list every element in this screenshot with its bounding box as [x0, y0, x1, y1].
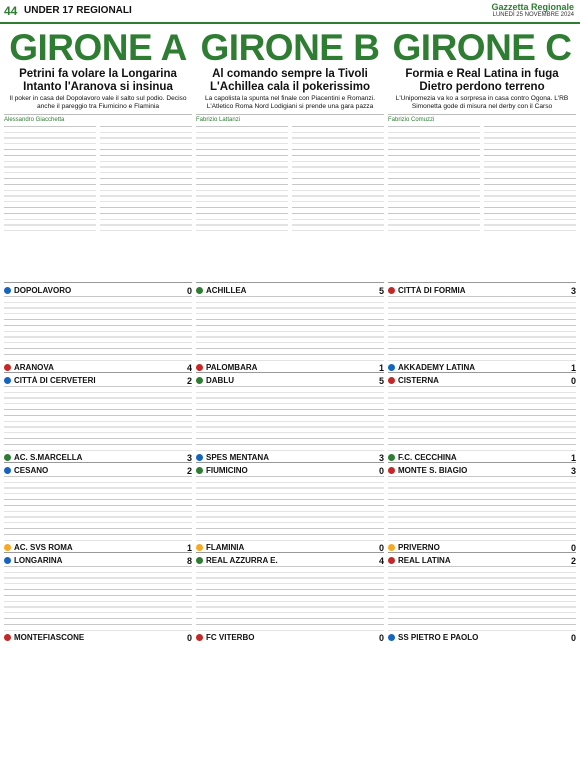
- lineup-text: [196, 566, 384, 632]
- text-filler: [100, 126, 192, 232]
- girone-title: GIRONE B: [200, 30, 380, 66]
- away-team: F.C. CECCHINA: [398, 453, 457, 462]
- match-box: [4, 462, 192, 552]
- match-box: [388, 462, 576, 552]
- away-score: 4: [186, 362, 192, 372]
- match-list: [4, 282, 192, 642]
- home-team: CITTÀ DI CERVETERI: [14, 376, 96, 385]
- away-team: ARANOVA: [14, 363, 54, 372]
- away-team: SPES MENTANA: [206, 453, 269, 462]
- lineup-text: [388, 566, 576, 632]
- text-filler: [4, 566, 192, 632]
- match-row-away: [388, 542, 576, 552]
- club-crest-icon: [388, 377, 395, 384]
- home-score: 2: [186, 465, 192, 476]
- match-box: [4, 552, 192, 642]
- home-score: 0: [186, 285, 192, 296]
- home-score: 3: [570, 285, 576, 296]
- match-list: [196, 282, 384, 642]
- lineup: [388, 566, 576, 632]
- away-score: 1: [570, 452, 576, 462]
- away-score: 0: [378, 632, 384, 642]
- home-score: 4: [378, 555, 384, 566]
- headline: Al comando sempre la Tivoli L'Achillea cala il pokerissimo: [210, 68, 370, 93]
- home-team: ACHILLEA: [206, 286, 247, 295]
- lineup: [4, 386, 192, 452]
- byline: [388, 114, 576, 123]
- text-filler: [4, 476, 192, 542]
- home-team: CITTÀ DI FORMIA: [398, 286, 466, 295]
- home-score: 2: [570, 555, 576, 566]
- match-row-away: [196, 632, 384, 642]
- home-team: CISTERNA: [398, 376, 439, 385]
- home-team: REAL LATINA: [398, 556, 451, 565]
- away-team: AC. S.MARCELLA: [14, 453, 83, 462]
- headline: Formia e Real Latina in fuga Dietro perdono terreno: [405, 68, 559, 93]
- club-crest-icon: [4, 634, 11, 641]
- match-row-home: [4, 285, 192, 296]
- text-filler: [388, 386, 576, 452]
- away-team: PRIVERNO: [398, 543, 440, 552]
- match-box: [388, 372, 576, 462]
- club-crest-icon: [4, 364, 11, 371]
- away-score: 0: [378, 542, 384, 552]
- home-team: DABLU: [206, 376, 234, 385]
- lineup-text: [388, 476, 576, 542]
- club-crest-icon: [4, 287, 11, 294]
- away-team: AC. SVS ROMA: [14, 543, 73, 552]
- article-column: [100, 126, 192, 232]
- girone-title: GIRONE C: [392, 30, 572, 66]
- article-column: [388, 126, 480, 232]
- lead-paragraph: L'Unipomezia va ko a sorpresa in casa contro Ogona. L'RB Simonetta gode di misura nel derby con il Carso: [395, 95, 569, 110]
- club-crest-icon: [388, 364, 395, 371]
- club-crest-icon: [4, 544, 11, 551]
- away-score: 0: [186, 632, 192, 642]
- match-row-away: [4, 362, 192, 372]
- match-row-away: [388, 632, 576, 642]
- home-team: CESANO: [14, 466, 49, 475]
- away-team: PALOMBARA: [206, 363, 258, 372]
- match-row-away: [4, 452, 192, 462]
- away-score: 1: [570, 362, 576, 372]
- column-girone-c: [388, 30, 576, 775]
- text-filler: [388, 126, 480, 232]
- match-box: [196, 552, 384, 642]
- match-row-home: [4, 555, 192, 566]
- lineup: [388, 476, 576, 542]
- home-team: LONGARINA: [14, 556, 63, 565]
- article-column: [196, 126, 288, 232]
- newspaper-logo: Gazzetta Regionale: [491, 2, 574, 12]
- match-row-away: [388, 452, 576, 462]
- lineup: [196, 476, 384, 542]
- article-body: [4, 126, 192, 232]
- home-team: MONTE S. BIAGIO: [398, 466, 468, 475]
- lineup: [4, 296, 192, 362]
- home-score: 5: [378, 375, 384, 386]
- club-crest-icon: [196, 634, 203, 641]
- match-row-away: [196, 452, 384, 462]
- match-row-home: [4, 375, 192, 386]
- lineup-text: [196, 476, 384, 542]
- text-filler: [388, 476, 576, 542]
- byline: [4, 114, 192, 123]
- home-team: REAL AZZURRA E.: [206, 556, 278, 565]
- club-crest-icon: [388, 634, 395, 641]
- home-score: 5: [378, 285, 384, 296]
- lineup: [196, 566, 384, 632]
- match-box: [196, 462, 384, 552]
- match-row-home: [4, 465, 192, 476]
- lineup: [4, 566, 192, 632]
- club-crest-icon: [196, 454, 203, 461]
- lineup: [388, 296, 576, 362]
- match-box: [388, 282, 576, 372]
- away-team: FLAMINIA: [206, 543, 245, 552]
- club-crest-icon: [196, 377, 203, 384]
- club-crest-icon: [196, 557, 203, 564]
- byline-author: Alessandro Giacchetta: [4, 117, 65, 123]
- home-team: DOPOLAVORO: [14, 286, 72, 295]
- girone-title: GIRONE A: [9, 30, 187, 66]
- away-score: 1: [378, 362, 384, 372]
- match-row-away: [196, 362, 384, 372]
- home-score: 2: [186, 375, 192, 386]
- match-row-home: [196, 285, 384, 296]
- page-number: 44: [4, 4, 18, 18]
- lineup: [4, 476, 192, 542]
- away-score: 0: [570, 632, 576, 642]
- headline: Petrini fa volare la Longarina Intanto l'Aranova si insinua: [19, 68, 177, 93]
- club-crest-icon: [196, 287, 203, 294]
- match-box: [196, 282, 384, 372]
- match-row-home: [388, 555, 576, 566]
- match-row-home: [388, 465, 576, 476]
- away-score: 0: [570, 542, 576, 552]
- club-crest-icon: [196, 364, 203, 371]
- lineup-text: [4, 386, 192, 452]
- byline: [196, 114, 384, 123]
- lead-paragraph: Il poker in casa del Dopolavoro vale il salto sul podio. Deciso anche il pareggio tra Fiumicino e Flaminia: [9, 95, 187, 110]
- match-box: [4, 282, 192, 372]
- home-score: 3: [570, 465, 576, 476]
- lineup-text: [388, 386, 576, 452]
- match-row-home: [388, 375, 576, 386]
- lineup-text: [388, 296, 576, 362]
- match-row-home: [196, 465, 384, 476]
- home-score: 0: [570, 375, 576, 386]
- text-filler: [388, 296, 576, 362]
- home-team: FIUMICINO: [206, 466, 248, 475]
- club-crest-icon: [388, 544, 395, 551]
- club-crest-icon: [388, 467, 395, 474]
- lineup-text: [196, 296, 384, 362]
- club-crest-icon: [388, 557, 395, 564]
- section-title: UNDER 17 REGIONALI: [24, 5, 132, 16]
- away-team: AKKADEMY LATINA: [398, 363, 476, 372]
- text-filler: [196, 386, 384, 452]
- lineup: [196, 386, 384, 452]
- match-row-away: [196, 542, 384, 552]
- text-filler: [388, 566, 576, 632]
- page-header: [0, 0, 580, 24]
- text-filler: [196, 566, 384, 632]
- text-filler: [4, 126, 96, 232]
- match-row-home: [196, 555, 384, 566]
- away-team: MONTEFIASCONE: [14, 633, 85, 642]
- issue-date: LUNEDÌ 25 NOVEMBRE 2024: [492, 12, 574, 18]
- away-team: SS PIETRO E PAOLO: [398, 633, 479, 642]
- lead-paragraph: La capolista la spunta nel finale con Piacentini e Romanzi. L'Atletico Roma Nord Lodigiani si prende una gara pazza: [204, 95, 376, 110]
- match-row-away: [4, 542, 192, 552]
- match-box: [388, 552, 576, 642]
- match-box: [4, 372, 192, 462]
- text-filler: [4, 386, 192, 452]
- article-body: [196, 126, 384, 232]
- home-score: 0: [378, 465, 384, 476]
- match-row-away: [4, 632, 192, 642]
- club-crest-icon: [4, 557, 11, 564]
- text-filler: [196, 296, 384, 362]
- away-team: FC VITERBO: [206, 633, 255, 642]
- article-column: [4, 126, 96, 232]
- lineup-text: [4, 296, 192, 362]
- club-crest-icon: [196, 467, 203, 474]
- club-crest-icon: [388, 454, 395, 461]
- match-row-away: [388, 362, 576, 372]
- byline-author: Fabrizio Lattanzi: [196, 117, 241, 123]
- club-crest-icon: [4, 454, 11, 461]
- column-girone-b: [196, 30, 384, 775]
- text-filler: [4, 296, 192, 362]
- club-crest-icon: [4, 377, 11, 384]
- club-crest-icon: [196, 544, 203, 551]
- lineup: [388, 386, 576, 452]
- club-crest-icon: [4, 467, 11, 474]
- byline-author: Fabrizio Comuzzi: [388, 117, 435, 123]
- away-score: 3: [378, 452, 384, 462]
- lineup-text: [4, 476, 192, 542]
- match-list: [388, 282, 576, 642]
- text-filler: [484, 126, 576, 232]
- club-crest-icon: [388, 287, 395, 294]
- text-filler: [196, 126, 288, 232]
- text-filler: [292, 126, 384, 232]
- away-score: 1: [186, 542, 192, 552]
- lineup-text: [4, 566, 192, 632]
- article-body: [388, 126, 576, 232]
- home-score: 8: [186, 555, 192, 566]
- match-box: [196, 372, 384, 462]
- away-score: 3: [186, 452, 192, 462]
- article-column: [292, 126, 384, 232]
- match-row-home: [196, 375, 384, 386]
- match-row-home: [388, 285, 576, 296]
- lineup-text: [196, 386, 384, 452]
- column-girone-a: [4, 30, 192, 775]
- article-column: [484, 126, 576, 232]
- lineup: [196, 296, 384, 362]
- text-filler: [196, 476, 384, 542]
